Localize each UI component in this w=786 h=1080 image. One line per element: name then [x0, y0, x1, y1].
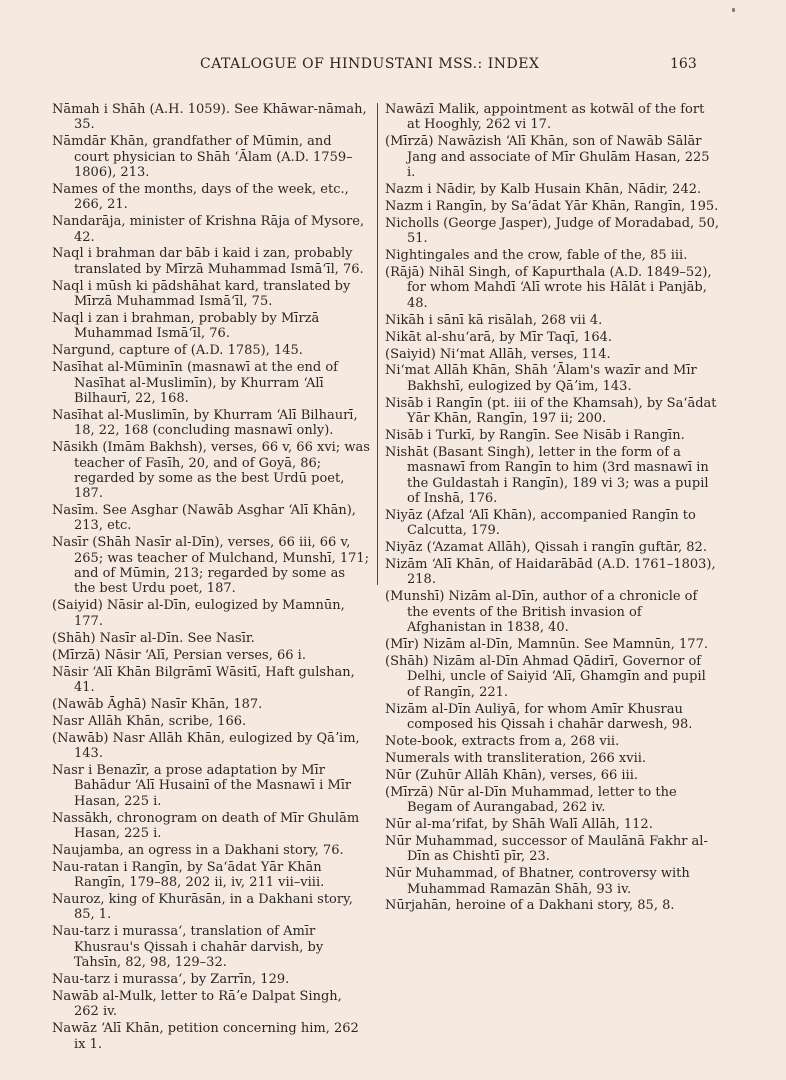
- index-entry: Naql i zan i brahman, probably by Mīrzā Muhammad Ismāʻīl, 76.: [52, 311, 320, 342]
- index-entry: (Saiyid) Nāsir al-Dīn, eulogized by Mamnūn, 177.: [52, 598, 345, 629]
- index-entry: Nawāb al-Mulk, letter to Rāʼe Dalpat Singh, 262 iv.: [52, 988, 342, 1020]
- index-entry: Nikāh i sānī kā risālah, 268 vii 4.: [385, 312, 603, 328]
- index-entry: Nau-ratan i Rangīn, by Saʻādat Yār Khān Rangīn, 179–88, 202 ii, iv, 211 vii–viii.: [52, 859, 325, 891]
- index-entry: Nazm i Rangīn, by Saʻādat Yār Khān, Rangīn, 195.: [385, 198, 719, 214]
- index-column-right: [385, 102, 721, 915]
- index-entry: Nūr Muhammad, of Bhatner, controversy with Muhammad Ramazān Shāh, 93 iv.: [385, 866, 690, 897]
- running-title: CATALOGUE OF HINDUSTANI MSS.: INDEX: [200, 56, 540, 72]
- index-entry: Nizām ʻAlī Khān, of Haidarābād (A.D. 1761–1803), 218.: [385, 557, 716, 588]
- index-entry: Nāmah i Shāh (A.H. 1059). See Khāwar-nāmah, 35.: [52, 102, 367, 133]
- index-entry: Niyāz (ʻAzamat Allāh), Qissah i rangīn guftār, 82.: [385, 540, 707, 556]
- index-entry: (Mīrzā) Nūr al-Dīn Muhammad, letter to the Begam of Aurangabad, 262 iv.: [385, 784, 677, 816]
- index-entry: (Munshī) Nizām al-Dīn, author of a chronicle of the events of the British invasion of Afghanistan in 1838, 40.: [385, 589, 698, 636]
- index-entry: Nasr Allāh Khān, scribe, 166.: [52, 713, 247, 729]
- index-entry: Nicholls (George Jasper), Judge of Moradabad, 50, 51.: [385, 215, 720, 247]
- index-entry: Niʻmat Allāh Khān, Shāh ʻĀlam's wazīr and Mīr Bakhshī, eulogized by Qāʼim, 143.: [385, 363, 697, 394]
- index-entry: (Mīr) Nizām al-Dīn, Mamnūn. See Mamnūn, 177.: [385, 637, 708, 653]
- index-entry: Nazm i Nādir, by Kalb Husain Khān, Nādir, 242.: [385, 181, 702, 197]
- index-entry: Nauroz, king of Khurāsān, in a Dakhani story, 85, 1.: [52, 892, 353, 923]
- index-entry: (Shāh) Nizām al-Dīn Ahmad Qādirī, Governor of Delhi, uncle of Saiyid ʻAlī, Ghamgīn and pupil of Rangīn, 221.: [385, 653, 706, 700]
- page-number: 163: [670, 56, 697, 72]
- running-header: [0, 56, 786, 82]
- index-entry: Names of the months, days of the week, etc., 266, 21.: [52, 181, 349, 213]
- index-entry: Nishāt (Basant Singh), letter in the form of a masnawī from Rangīn to him (3rd masnawī in the Guldastah i Rangīn), 189 vi 3; was a pupil of Inshā, 176.: [385, 444, 709, 506]
- index-entry: Nasr i Benazīr, a prose adaptation by Mīr Bahādur ʻAlī Husainī of the Masnawī i Mīr Hasan, 225 i.: [52, 762, 352, 809]
- index-entry: (Nawāb) Nasr Allāh Khān, eulogized by Qāʼim, 143.: [52, 730, 360, 762]
- index-entry: Nassākh, chronogram on death of Mīr Ghulām Hasan, 225 i.: [52, 810, 360, 841]
- column-divider: [377, 103, 378, 585]
- index-entry: Nūrjahān, heroine of a Dakhani story, 85, 8.: [385, 898, 675, 914]
- index-entry: Nisāb i Rangīn (pt. iii of the Khamsah), by Saʻādat Yār Khān, Rangīn, 197 ii; 200.: [385, 395, 717, 427]
- index-entry: (Saiyid) Niʻmat Allāh, verses, 114.: [385, 346, 611, 362]
- index-entry: Nūr al-maʻrifat, by Shāh Walī Allāh, 112.: [385, 816, 653, 832]
- index-entry: Naql i brahman dar bāb i kaid i zan, probably translated by Mīrzā Muhammad Ismāʻīl, 76.: [52, 246, 364, 277]
- index-entry: Nargund, capture of (A.D. 1785), 145.: [52, 343, 303, 359]
- index-entry: Nasīm. See Asghar (Nawāb Asghar ʻAlī Khān), 213, etc.: [52, 503, 356, 534]
- index-entry: Nizām al-Dīn Auliyā, for whom Amīr Khusrau composed his Qissah i chahār darwesh, 98.: [385, 701, 693, 732]
- index-entry: Nasīhat al-Mūminīn (masnawī at the end of Nasīhat al-Muslimīn), by Khurram ʻAlī Bilhaurī, 22, 168.: [52, 360, 338, 406]
- index-entry: (Mīrzā) Nāsir ʻAlī, Persian verses, 66 i.: [52, 647, 306, 663]
- index-entry: Nawāz ʻAlī Khān, petition concerning him, 262 ix 1.: [52, 1021, 359, 1052]
- index-entry: Nasīr (Shāh Nasīr al-Dīn), verses, 66 iii, 66 v, 265; was teacher of Mulchand, Munshī, 171; and of Mūmin, 213; regarded by some as the best Urdu poet, 187.: [52, 535, 370, 597]
- index-entry: (Shāh) Nasīr al-Dīn. See Nasīr.: [52, 630, 255, 646]
- index-entry: (Rājā) Nihāl Singh, of Kapurthala (A.D. 1849–52), for whom Mahdī ʻAlī wrote his Hālāt i Panjāb, 48.: [385, 265, 712, 311]
- index-entry: Nightingales and the crow, fable of the, 85 iii.: [385, 248, 688, 264]
- index-entry: Naql i mūsh ki pādshāhat kard, translated by Mīrzā Muhammad Ismāʻīl, 75.: [52, 278, 351, 310]
- index-entry: Nūr Muhammad, successor of Maulānā Fakhr al-Dīn as Chishtī pīr, 23.: [385, 833, 708, 865]
- index-entry: Nasīhat al-Muslimīn, by Khurram ʻAlī Bilhaurī, 18, 22, 168 (concluding masnawī only).: [52, 407, 358, 439]
- index-column-left: [52, 102, 370, 1054]
- index-entry: Nāmdār Khān, grandfather of Mūmin, and court physician to Shāh ʻĀlam (A.D. 1759–1806), 213.: [52, 134, 353, 180]
- index-entry: Nau-tarz i murassaʻ, by Zarrīn, 129.: [52, 972, 290, 987]
- index-entry: Nūr (Zuhūr Allāh Khān), verses, 66 iii.: [385, 767, 638, 783]
- index-entry: Numerals with transliteration, 266 xvii.: [385, 750, 647, 766]
- index-entry: Nandarāja, minister of Krishna Rāja of Mysore, 42.: [52, 214, 365, 245]
- index-entry: Nāsikh (Imām Bakhsh), verses, 66 v, 66 xvi; was teacher of Fasīh, 20, and of Goyā, 86; regarded by some as the best Urdū poet, 187.: [52, 440, 370, 502]
- index-entry: Nawāzī Malik, appointment as kotwāl of the fort at Hooghly, 262 vi 17.: [385, 102, 705, 133]
- index-entry: Nisāb i Turkī, by Rangīn. See Nisāb i Rangīn.: [385, 428, 685, 443]
- index-entry: (Nawāb Āghā) Nasīr Khān, 187.: [52, 696, 263, 712]
- index-entry: (Mīrzā) Nawāzish ʻAlī Khān, son of Nawāb Sālār Jang and associate of Mīr Ghulām Hasan, 225 i.: [385, 134, 710, 180]
- ink-speck: [732, 8, 735, 12]
- index-entry: Naujamba, an ogress in a Dakhani story, 76.: [52, 842, 344, 858]
- index-entry: Niyāz (Afzal ʻAlī Khān), accompanied Rangīn to Calcutta, 179.: [385, 507, 696, 539]
- index-entry: Nikāt al-shuʻarā, by Mīr Taqī, 164.: [385, 329, 613, 345]
- index-entry: Nāsir ʻAlī Khān Bilgrāmī Wāsitī, Haft gulshan, 41.: [52, 664, 355, 695]
- index-entry: Nau-tarz i murassaʻ, translation of Amīr Khusrau's Qissah i chahār darvish, by Tahsīn, 82, 98, 129–32.: [52, 924, 324, 971]
- index-entry: Note-book, extracts from a, 268 vii.: [385, 733, 620, 749]
